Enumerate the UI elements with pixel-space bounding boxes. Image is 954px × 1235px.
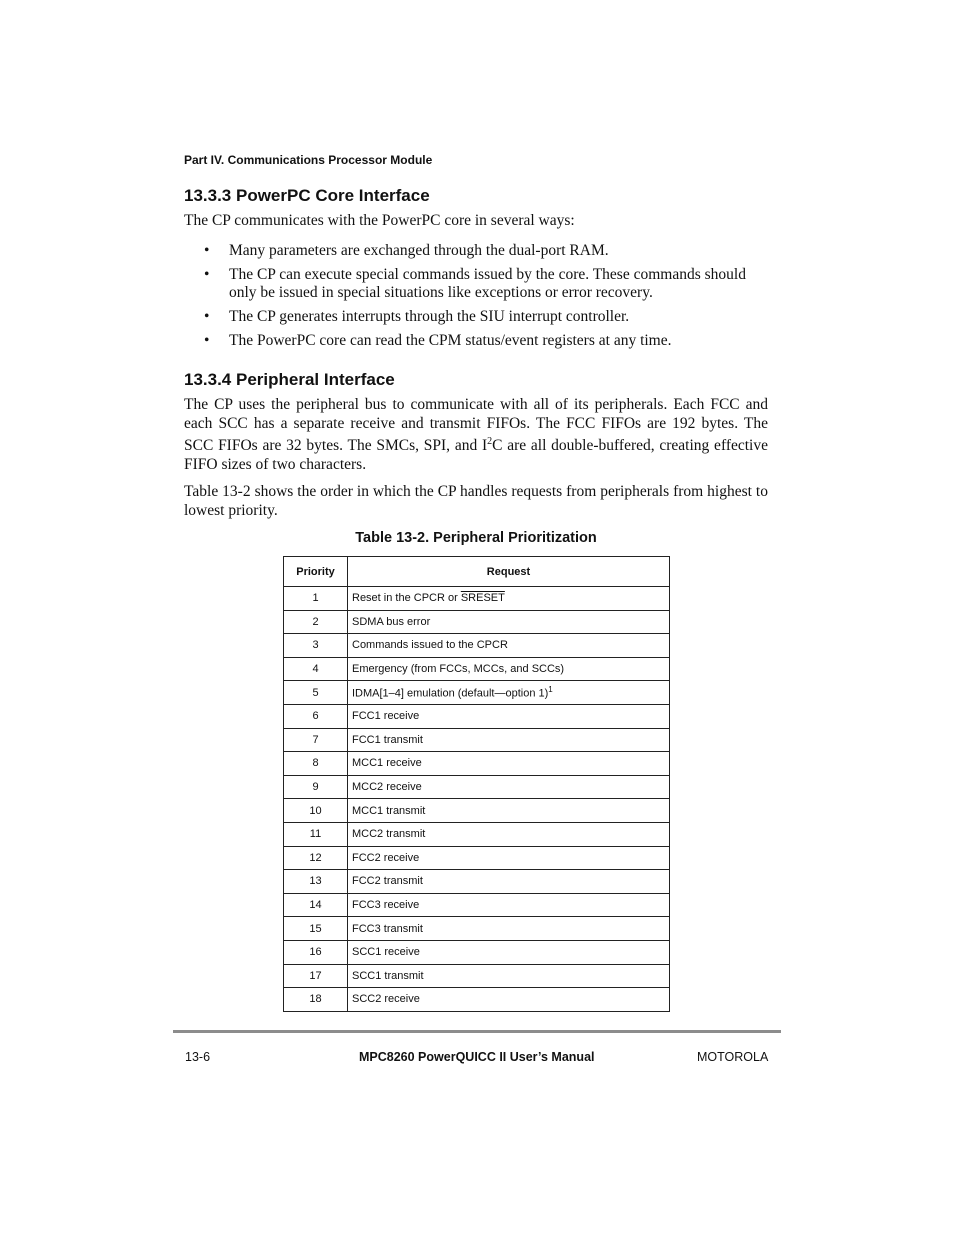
manual-title: MPC8260 PowerQUICC II User’s Manual <box>359 1050 595 1064</box>
priority-cell: 13 <box>284 870 348 894</box>
priority-cell: 9 <box>284 775 348 799</box>
bullet-text: The CP generates interrupts through the SIU interrupt controller. <box>229 308 630 325</box>
priority-cell: 1 <box>284 587 348 611</box>
intro-paragraph: The CP communicates with the PowerPC core in several ways: <box>184 212 575 229</box>
table-caption: Table 13-2. Peripheral Prioritization <box>355 530 597 546</box>
request-cell <box>348 893 670 917</box>
table-row <box>284 681 670 705</box>
request-cell <box>348 657 670 681</box>
table-row <box>284 846 670 870</box>
priority-cell: 15 <box>284 917 348 941</box>
priority-cell: 5 <box>284 681 348 705</box>
table-body <box>284 587 670 1012</box>
table-row <box>284 893 670 917</box>
table-row <box>284 634 670 658</box>
active-low-signal: SRESET <box>460 592 505 605</box>
bullet-text: The PowerPC core can read the CPM status/event registers at any time. <box>229 332 672 349</box>
priority-cell: 4 <box>284 657 348 681</box>
table-row <box>284 870 670 894</box>
list-item <box>184 242 770 260</box>
table-row <box>284 940 670 964</box>
request-text: Reset in the CPCR or <box>352 592 461 605</box>
request-text: MCC2 receive <box>352 781 422 794</box>
list-item <box>184 308 770 326</box>
bullet-marker: • <box>204 242 210 259</box>
request-text: MCC1 transmit <box>352 804 426 817</box>
company-name: MOTOROLA <box>697 1050 769 1064</box>
priority-table <box>283 556 670 1012</box>
table-row <box>284 728 670 752</box>
table-row <box>284 822 670 846</box>
bullet-marker: • <box>204 332 210 349</box>
priority-cell: 6 <box>284 704 348 728</box>
table-row <box>284 587 670 611</box>
list-item <box>184 266 770 302</box>
priority-cell: 11 <box>284 822 348 846</box>
request-cell <box>348 964 670 988</box>
request-column-header: Request <box>348 557 670 587</box>
table-header-row <box>284 557 670 587</box>
request-text: Emergency (from FCCs, MCCs, and SCCs) <box>352 663 565 676</box>
request-text: FCC2 receive <box>352 851 420 864</box>
request-text: SCC1 receive <box>352 946 420 959</box>
request-cell <box>348 775 670 799</box>
priority-column-header: Priority <box>284 557 348 587</box>
table-row <box>284 775 670 799</box>
bullet-list <box>184 242 770 356</box>
peripheral-paragraph-part-b: C are all double-buffered, creating effective FIFO sizes of two characters. <box>184 437 768 474</box>
request-cell <box>348 846 670 870</box>
peripheral-paragraph-part-a: The CP uses the peripheral bus to communicate with all of its peripherals. Each FCC and each SCC has a separate receive and transmit FIFOs. The FCC FIFOs are 192 bytes. The SCC FIFOs are 32 bytes. The SMCs, SPI, and I <box>184 396 768 455</box>
superscript-two: 2 <box>487 436 493 448</box>
priority-cell: 7 <box>284 728 348 752</box>
request-text: FCC1 transmit <box>352 733 423 746</box>
list-item <box>184 332 770 350</box>
table-row <box>284 610 670 634</box>
priority-cell: 10 <box>284 799 348 823</box>
peripheral-paragraph <box>184 396 768 475</box>
table-reference-paragraph: Table 13-2 shows the order in which the CP handles requests from peripherals from highest to lowest priority. <box>184 483 768 519</box>
request-cell <box>348 917 670 941</box>
request-text: SCC1 transmit <box>352 969 424 982</box>
bullet-text: Many parameters are exchanged through the dual-port RAM. <box>229 242 609 259</box>
request-text: FCC2 transmit <box>352 875 423 888</box>
request-cell <box>348 870 670 894</box>
request-text: IDMA[1–4] emulation (default—option 1) <box>352 688 549 700</box>
bullet-marker: • <box>204 308 210 325</box>
table-row <box>284 657 670 681</box>
table-row <box>284 752 670 776</box>
priority-cell: 12 <box>284 846 348 870</box>
priority-cell: 2 <box>284 610 348 634</box>
request-text: MCC1 receive <box>352 757 422 770</box>
priority-cell: 16 <box>284 940 348 964</box>
table-row <box>284 799 670 823</box>
priority-cell: 14 <box>284 893 348 917</box>
request-text: FCC3 receive <box>352 899 420 912</box>
bullet-text: The CP can execute special commands issued by the core. These commands should only be issued in special situations like exceptions or error recovery. <box>229 266 746 301</box>
request-text: FCC1 receive <box>352 710 420 723</box>
priority-cell: 3 <box>284 634 348 658</box>
request-cell <box>348 728 670 752</box>
request-cell <box>348 988 670 1012</box>
bullet-marker: • <box>204 266 210 283</box>
section-heading-core-interface: 13.3.3 PowerPC Core Interface <box>184 186 430 205</box>
page-number: 13-6 <box>185 1050 211 1064</box>
request-text: FCC3 transmit <box>352 922 423 935</box>
request-text: Commands issued to the CPCR <box>352 639 508 652</box>
footer-rule <box>173 1030 781 1033</box>
request-cell <box>348 681 670 705</box>
table-row <box>284 988 670 1012</box>
request-cell <box>348 610 670 634</box>
priority-cell: 17 <box>284 964 348 988</box>
request-cell <box>348 822 670 846</box>
request-text: SCC2 receive <box>352 993 420 1006</box>
request-cell <box>348 940 670 964</box>
running-head: Part IV. Communications Processor Module <box>184 153 433 167</box>
request-cell <box>348 587 670 611</box>
request-text: MCC2 transmit <box>352 828 426 841</box>
priority-cell: 18 <box>284 988 348 1012</box>
footnote-marker: 1 <box>548 685 553 695</box>
request-cell <box>348 634 670 658</box>
table-row <box>284 704 670 728</box>
request-text: SDMA bus error <box>352 615 431 628</box>
priority-cell: 8 <box>284 752 348 776</box>
request-cell <box>348 799 670 823</box>
request-cell <box>348 752 670 776</box>
request-cell <box>348 704 670 728</box>
table-row <box>284 964 670 988</box>
table-row <box>284 917 670 941</box>
section-heading-peripheral-interface: 13.3.4 Peripheral Interface <box>184 370 395 389</box>
